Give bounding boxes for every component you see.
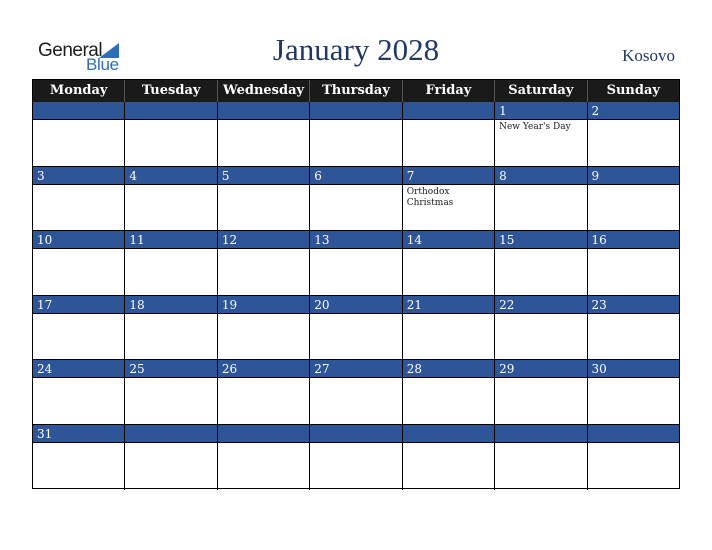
day-number [310, 425, 401, 443]
week-row [33, 296, 679, 361]
weekday-saturday: Saturday [495, 80, 587, 102]
day-cell [125, 296, 217, 361]
day-cell [33, 296, 125, 361]
day-number: 15 [495, 231, 586, 249]
holiday-label [403, 120, 494, 122]
day-number [33, 102, 124, 120]
day-number: 31 [33, 425, 124, 443]
day-cell [310, 296, 402, 361]
country-label: Kosovo [622, 46, 675, 65]
weekday-wednesday: Wednesday [218, 80, 310, 102]
holiday-label [125, 249, 216, 251]
holiday-label [310, 443, 401, 445]
day-cell [218, 102, 310, 167]
holiday-label [218, 185, 309, 187]
holiday-label [218, 249, 309, 251]
day-number: 6 [310, 167, 401, 185]
day-cell [310, 231, 402, 296]
day-number: 30 [588, 360, 679, 378]
day-cell [495, 231, 587, 296]
day-number: 12 [218, 231, 309, 249]
day-number: 14 [403, 231, 494, 249]
holiday-label [495, 185, 586, 187]
day-cell [588, 425, 679, 490]
day-number: 29 [495, 360, 586, 378]
day-number: 17 [33, 296, 124, 314]
day-cell [588, 167, 679, 232]
day-cell [33, 102, 125, 167]
day-number [125, 425, 216, 443]
holiday-label [588, 314, 679, 316]
weeks-container [33, 102, 679, 490]
day-cell [33, 425, 125, 490]
day-cell [403, 102, 495, 167]
day-number: 22 [495, 296, 586, 314]
holiday-label [310, 314, 401, 316]
holiday-label [218, 443, 309, 445]
day-number: 3 [33, 167, 124, 185]
day-cell [125, 167, 217, 232]
day-number [218, 102, 309, 120]
day-number: 7 [403, 167, 494, 185]
day-number: 20 [310, 296, 401, 314]
day-cell [403, 425, 495, 490]
day-cell [403, 296, 495, 361]
holiday-label [310, 120, 401, 122]
day-cell [125, 360, 217, 425]
day-cell [310, 167, 402, 232]
day-number: 13 [310, 231, 401, 249]
week-row [33, 360, 679, 425]
weekday-monday: Monday [33, 80, 125, 102]
day-cell [495, 102, 587, 167]
weekday-thursday: Thursday [310, 80, 402, 102]
holiday-label [588, 378, 679, 380]
day-cell [218, 360, 310, 425]
day-cell [310, 425, 402, 490]
day-number: 27 [310, 360, 401, 378]
weekday-friday: Friday [403, 80, 495, 102]
weekday-header [33, 80, 679, 102]
holiday-label [403, 443, 494, 445]
holiday-label [495, 249, 586, 251]
day-cell [218, 425, 310, 490]
holiday-label [125, 378, 216, 380]
holiday-label [125, 120, 216, 122]
day-cell [218, 231, 310, 296]
day-cell [588, 102, 679, 167]
day-number: 9 [588, 167, 679, 185]
logo-text-blue: Blue [86, 55, 119, 74]
holiday-label: New Year's Day [499, 122, 571, 132]
logo-text-general: General [38, 40, 103, 61]
day-number: 8 [495, 167, 586, 185]
day-cell [588, 360, 679, 425]
day-number: 23 [588, 296, 679, 314]
week-row [33, 231, 679, 296]
day-cell [310, 360, 402, 425]
holiday-label [33, 443, 124, 445]
day-number [588, 425, 679, 443]
holiday-label [495, 378, 586, 380]
holiday-label [588, 120, 679, 122]
day-number: 26 [218, 360, 309, 378]
holiday-label [33, 378, 124, 380]
holiday-label [310, 378, 401, 380]
week-row [33, 167, 679, 232]
holiday-label: Orthodox Christmas [406, 186, 454, 208]
holiday-label [495, 443, 586, 445]
day-number: 5 [218, 167, 309, 185]
day-number [403, 425, 494, 443]
day-cell [403, 231, 495, 296]
day-cell [218, 167, 310, 232]
holiday-label [218, 314, 309, 316]
day-number: 10 [33, 231, 124, 249]
holiday-label [403, 249, 494, 251]
day-cell [125, 102, 217, 167]
holiday-label [33, 249, 124, 251]
day-number: 11 [125, 231, 216, 249]
calendar-grid [32, 79, 680, 489]
day-number: 25 [125, 360, 216, 378]
day-number: 4 [125, 167, 216, 185]
holiday-label [310, 185, 401, 187]
day-number [403, 102, 494, 120]
calendar-title: January 2028 [272, 32, 440, 67]
holiday-label [588, 249, 679, 251]
day-number: 19 [218, 296, 309, 314]
weekday-tuesday: Tuesday [125, 80, 217, 102]
day-cell [33, 360, 125, 425]
day-number: 16 [588, 231, 679, 249]
day-cell [125, 425, 217, 490]
holiday-label [218, 378, 309, 380]
day-number: 18 [125, 296, 216, 314]
day-cell [495, 296, 587, 361]
day-number: 24 [33, 360, 124, 378]
day-cell [33, 231, 125, 296]
day-cell [588, 296, 679, 361]
day-number [310, 102, 401, 120]
holiday-label [403, 378, 494, 380]
holiday-label [125, 443, 216, 445]
holiday-label [403, 314, 494, 316]
day-number [125, 102, 216, 120]
day-number: 28 [403, 360, 494, 378]
day-number: 2 [588, 102, 679, 120]
holiday-label [588, 185, 679, 187]
day-cell [403, 360, 495, 425]
day-number: 1 [495, 102, 586, 120]
day-cell [33, 167, 125, 232]
holiday-label [125, 314, 216, 316]
holiday-label [33, 314, 124, 316]
holiday-label [33, 185, 124, 187]
holiday-label [125, 185, 216, 187]
day-number [218, 425, 309, 443]
week-row [33, 425, 679, 490]
holiday-label [33, 120, 124, 122]
day-cell [310, 102, 402, 167]
day-cell [403, 167, 495, 232]
holiday-label [310, 249, 401, 251]
day-cell [125, 231, 217, 296]
day-cell [218, 296, 310, 361]
holiday-label [495, 314, 586, 316]
day-cell [588, 231, 679, 296]
holiday-label [588, 443, 679, 445]
holiday-label [218, 120, 309, 122]
day-number: 21 [403, 296, 494, 314]
weekday-sunday: Sunday [606, 83, 660, 98]
day-cell [495, 360, 587, 425]
week-row [33, 102, 679, 167]
day-number [495, 425, 586, 443]
day-cell [495, 425, 587, 490]
day-cell [495, 167, 587, 232]
